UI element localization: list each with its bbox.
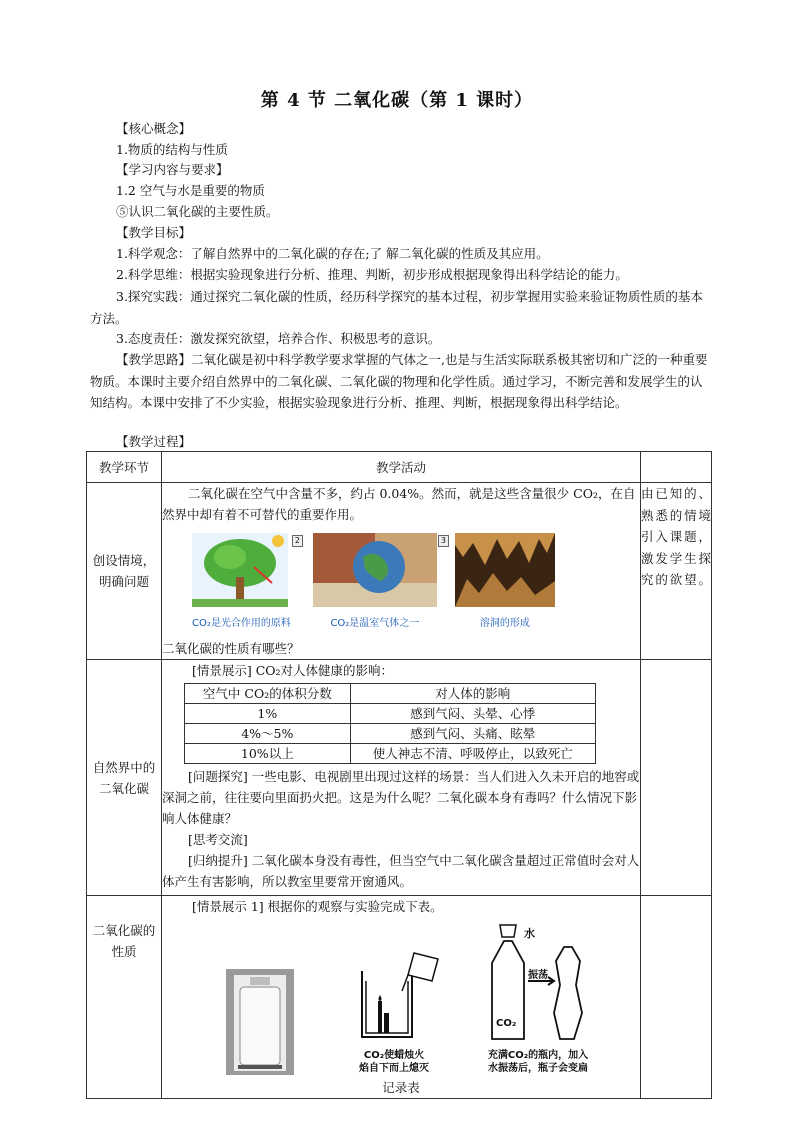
- table-header-row: [87, 452, 712, 483]
- record-table-title: 记录表: [382, 1080, 420, 1095]
- header-note: [641, 452, 712, 483]
- cave-figure: [455, 533, 555, 634]
- water-label: 水: [524, 927, 535, 940]
- show-text: [情景展示] CO₂对人体健康的影响：: [192, 663, 394, 678]
- goal-1: 1.科学观念：了解自然界中的二氧化碳的存在;了 解二氧化碳的性质及其应用。: [116, 246, 549, 261]
- tree-icon: [192, 533, 288, 607]
- header-stage: 教学环节: [87, 452, 162, 483]
- content-req-heading: 【学习内容与要求】: [116, 162, 229, 177]
- co2-cell: 1%: [185, 704, 351, 724]
- stage-cell: 自然界中的二氧化碳: [87, 660, 162, 896]
- page-title: 第 4 节 二氧化碳（第 1 课时）: [260, 90, 534, 111]
- caption-candle-2: 焰自下而上熄灭: [359, 1063, 429, 1074]
- table-row: [87, 483, 712, 660]
- caption-cave: 溶洞的形成: [479, 618, 530, 629]
- summary-text: [归纳提升] 二氧化碳本身没有毒性，但当空气中二氧化碳含量超过正常值时会对人体产生有害影响，所以教室里要常开窗通风。: [162, 853, 640, 889]
- process-heading: 【教学过程】: [116, 434, 192, 449]
- note-cell: 由已知的、熟悉的情境引入课题，激发学生探究的欲望。: [641, 483, 712, 660]
- co2-label: CO₂: [496, 1018, 517, 1029]
- question-text: 二氧化碳的性质有哪些？: [162, 641, 300, 656]
- table-row: [87, 660, 712, 896]
- caption-bottle-1: 充满CO₂的瓶内，加入: [487, 1050, 589, 1061]
- teaching-idea: 【教学思路】二氧化碳是初中科学教学要求掌握的气体之一,也是与生活实际联系极其密切和广泛的一种重要物质。本课时主要介绍自然界中的二氧化碳、二氧化碳的物理和化学性质。通过学习，不断完善和发展学生的认知结构。本课中安排了不少实验，根据实验现象进行分析、推理、判断，根据现象得出科学结论。: [90, 352, 708, 410]
- co2-header-fraction: 空气中 CO₂的体积分数: [185, 684, 351, 704]
- co2-cell: 4%～5%: [185, 724, 351, 744]
- goal-2: 2.科学思维：根据实验现象进行分析、推理、判断，初步形成根据现象得出科学结论的能力。: [116, 267, 628, 282]
- shake-label: 振荡: [528, 970, 548, 981]
- think-text: [思考交流]: [188, 832, 248, 847]
- goals-heading: 【教学目标】: [116, 225, 192, 240]
- show-text: [情景展示 1] 根据你的观察与实验完成下表。: [192, 899, 443, 914]
- figure-badge: 2: [292, 535, 303, 547]
- photosynthesis-figure: [192, 533, 300, 634]
- co2-cell: 感到气闷、头痛、眩晕: [350, 724, 595, 744]
- activity-cell: [162, 483, 641, 660]
- caption-photosynthesis: CO₂是光合作用的原料: [192, 618, 291, 629]
- table-row: [87, 896, 712, 1099]
- goal-3: 3.探究实践：通过探究二氧化碳的性质，经历科学探究的基本过程，初步掌握用实验来验证物质性质的基本方法。: [90, 289, 703, 326]
- co2-effect-table: [184, 683, 596, 764]
- co2-cell: 感到气闷、头晕、心悸: [350, 704, 595, 724]
- table-row: [185, 684, 596, 704]
- core-concept-item: 1.物质的结构与性质: [116, 142, 228, 157]
- earth-icon: [313, 533, 437, 607]
- image-row: [192, 533, 640, 634]
- co2-header-effect: 对人体的影响: [350, 684, 595, 704]
- content-req-item2: ⑤认识二氧化碳的主要性质。: [116, 204, 279, 219]
- header-activity: 教学活动: [162, 452, 641, 483]
- stage-cell: 创设情境，明确问题: [87, 483, 162, 660]
- goal-4: 3.态度责任：激发探究欲望，培养合作、积极思考的意识。: [116, 331, 441, 346]
- table-row: [185, 744, 596, 764]
- co2-cell: 使人神志不清、呼吸停止，以致死亡: [350, 744, 595, 764]
- candle-experiment: [334, 951, 454, 1075]
- bottle-experiment: [468, 923, 608, 1075]
- cave-icon: [455, 533, 555, 607]
- note-cell: [641, 660, 712, 896]
- greenhouse-figure: [313, 533, 446, 634]
- teaching-process-table: [86, 451, 712, 1099]
- note-cell: [641, 896, 712, 1099]
- content-req-item1: 1.2 空气与水是重要的物质: [116, 183, 265, 198]
- activity-cell: [162, 660, 641, 896]
- figure-badge: 3: [438, 535, 449, 547]
- candle-beaker-icon: [334, 951, 454, 1043]
- caption-candle-1: CO₂使蜡烛火: [363, 1050, 425, 1061]
- co2-cell: 10%以上: [185, 744, 351, 764]
- table-row: [185, 724, 596, 744]
- table-row: [185, 704, 596, 724]
- experiment-figures: [162, 923, 640, 1075]
- activity-cell: [162, 896, 641, 1099]
- gas-jar-icon: [226, 969, 294, 1075]
- stage-cell: 二氧化碳的性质: [87, 896, 162, 1099]
- core-concept-heading: 【核心概念】: [116, 121, 192, 136]
- intro-text: 二氧化碳在空气中含量不多，约占 0.04%。然而，就是这些含量很少 CO₂，在自然界中却有着不可替代的重要作用。: [162, 486, 636, 522]
- caption-bottle-2: 水振荡后，瓶子会变扁: [488, 1063, 588, 1074]
- caption-greenhouse: CO₂是温室气体之一: [330, 618, 420, 629]
- problem-text: [问题探究] 一些电影、电视剧里出现过这样的场景：当人们进入久未开启的地窖或深洞之前，往往要向里面扔火把。这是为什么呢？二氧化碳本身有毒吗？什么情况下影响人体健康？: [162, 769, 640, 826]
